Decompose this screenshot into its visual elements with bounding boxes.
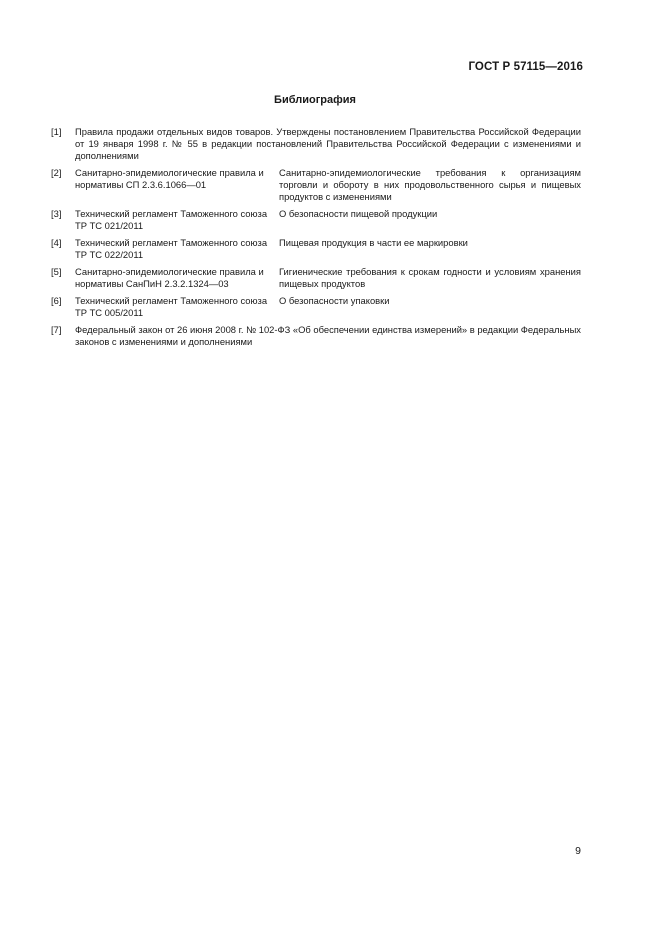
entry-subject: Санитарно-эпидемиологические требования к организациям торговли и обороту в них продовольственного сырья и пищевых продуктов с изменениями (279, 167, 581, 202)
bibliography-title: Библиография (274, 94, 356, 106)
page-number: 9 (575, 845, 581, 857)
bibliography-entry (51, 237, 581, 261)
bibliography-entry (51, 167, 581, 203)
entry-document: Технический регламент Таможенного союза ТР ТС 005/2011 (75, 295, 268, 318)
entry-document: Санитарно-эпидемиологические правила и нормативы СП 2.3.6.1066—01 (75, 167, 264, 190)
entry-number: [2] (51, 167, 62, 178)
entry-subject: Пищевая продукция в части ее маркировки (279, 237, 468, 248)
entry-number: [1] (51, 126, 62, 137)
entry-subject: О безопасности упаковки (279, 295, 390, 306)
bibliography-entry (51, 266, 581, 290)
entry-document: Санитарно-эпидемиологические правила и нормативы СанПиН 2.3.2.1324—03 (75, 266, 264, 289)
entry-subject: Гигиенические требования к срокам годности и условиям хранения пищевых продуктов (279, 266, 581, 289)
bibliography-list (51, 126, 581, 353)
entry-number: [4] (51, 237, 62, 248)
entry-number: [5] (51, 266, 62, 277)
bibliography-entry (51, 208, 581, 232)
entry-text: Федеральный закон от 26 июня 2008 г. № 102-ФЗ «Об обеспечении единства измерений» в редакции Федеральных законов с изменениями и дополнениями (75, 324, 581, 347)
entry-text: Правила продажи отдельных видов товаров. Утверждены постановлением Правительства Российской Федерации от 19 января 1998 г. № 55 в редакции постановлений Правительства Российской Федерации с изменениями и дополнениями (75, 126, 581, 161)
entry-number: [3] (51, 208, 62, 219)
bibliography-entry (51, 295, 581, 319)
document-code: ГОСТ Р 57115—2016 (468, 61, 583, 73)
bibliography-entry (51, 324, 581, 348)
entry-subject: О безопасности пищевой продукции (279, 208, 438, 219)
entry-number: [7] (51, 324, 62, 335)
bibliography-entry (51, 126, 581, 162)
entry-number: [6] (51, 295, 62, 306)
entry-document: Технический регламент Таможенного союза ТР ТС 021/2011 (75, 208, 268, 231)
entry-document: Технический регламент Таможенного союза ТР ТС 022/2011 (75, 237, 268, 260)
